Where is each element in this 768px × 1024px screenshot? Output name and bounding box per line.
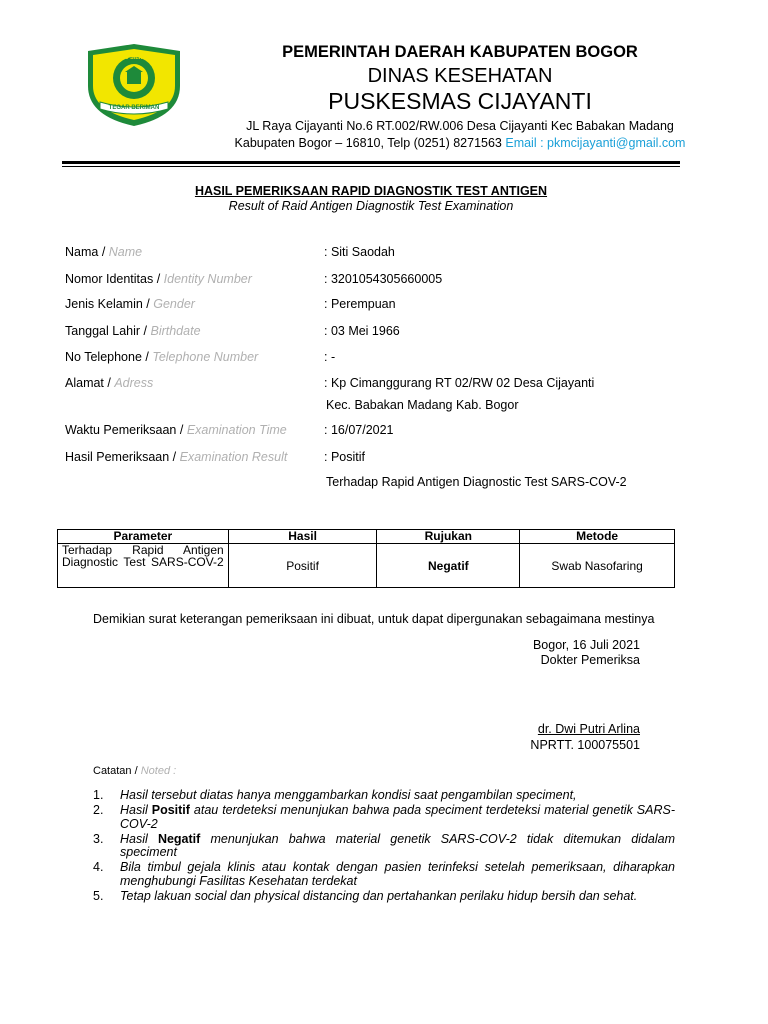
id-number-label: Nomor Identitas / Identity Number: [65, 272, 252, 286]
government-name: PEMERINTAH DAERAH KABUPATEN BOGOR: [282, 43, 638, 61]
notes-label: Catatan / Noted :: [93, 765, 177, 777]
list-item: 4. Bila timbul gejala klinis atau kontak dengan pasien terinfeksi setelah pemeriksaan, diharapkan menghubungi Fasilitas Kesehatan terdekat: [93, 860, 675, 888]
column-header: Parameter: [58, 530, 229, 544]
column-header: Rujukan: [377, 530, 520, 544]
exam-time-label: Waktu Pemeriksaan / Examination Time: [65, 423, 287, 437]
doctor-name: dr. Dwi Putri Arlina: [537, 722, 640, 736]
address-line-2: [200, 136, 720, 150]
examiner-title: Dokter Pemeriksa: [540, 653, 640, 667]
gender-value: : Perempuan: [324, 297, 396, 311]
table-row: [58, 544, 675, 588]
address-text: Kabupaten Bogor – 16810, Telp (0251) 8271563: [234, 136, 506, 150]
birthdate-value: : 03 Mei 1966: [324, 324, 400, 338]
name-label: Nama / Name: [65, 245, 143, 259]
notes-list: [93, 789, 675, 905]
logo-motto-text: TEGAR BERIMAN: [108, 105, 160, 111]
exam-result-value-line-2: Terhadap Rapid Antigen Diagnostic Test SARS-COV-2: [326, 475, 627, 489]
exam-result-value: : Positif: [324, 450, 365, 464]
address-value: : Kp Cimanggurang RT 02/RW 02 Desa Cijayanti: [324, 376, 595, 390]
id-number-value: : 3201054305660005: [324, 272, 443, 286]
closing-statement: Demikian surat keterangan pemeriksaan ini dibuat, untuk dapat dipergunakan sebagaimana mestinya: [93, 612, 655, 626]
document-subtitle: Result of Raid Antigen Diagnostik Test Examination: [228, 199, 514, 213]
document-title: HASIL PEMERIKSAAN RAPID DIAGNOSTIK TEST ANTIGEN: [194, 184, 548, 198]
gender-label: Jenis Kelamin / Gender: [65, 297, 195, 311]
address-line-1: JL Raya Cijayanti No.6 RT.002/RW.006 Desa Cijayanti Kec Babakan Madang: [246, 119, 674, 133]
column-header: Hasil: [228, 530, 377, 544]
phone-label: No Telephone / Telephone Number: [65, 350, 259, 364]
bogor-regency-crest-icon: [84, 42, 184, 128]
place-date: Bogor, 16 Juli 2021: [532, 638, 640, 652]
result-cell: Positif: [228, 544, 377, 588]
exam-result-label: Hasil Pemeriksaan / Examination Result: [65, 450, 288, 464]
address-value-line-2: Kec. Babakan Madang Kab. Bogor: [326, 398, 519, 412]
list-item: 3. Hasil Negatif menunjukan bahwa material genetik SARS-COV-2 tidak ditemukan didalam speciment: [93, 831, 675, 859]
clinic-name: PUSKESMAS CIJAYANTI: [328, 88, 592, 114]
email-link[interactable]: Email : pkmcijayanti@gmail.com: [505, 136, 686, 150]
results-table: [57, 529, 675, 588]
exam-time-value: : 16/07/2021: [324, 423, 394, 437]
name-value: : Siti Saodah: [324, 245, 395, 259]
parameter-cell: Terhadap Rapid Antigen Diagnostic Test SARS-COV-2: [58, 544, 229, 588]
doctor-id: NPRTT. 100075501: [530, 738, 640, 752]
address-label: Alamat / Adress: [65, 376, 154, 390]
letterhead-divider: [62, 161, 680, 164]
logo-top-text: PRABU SILIWANGI: [109, 55, 159, 61]
birthdate-label: Tanggal Lahir / Birthdate: [65, 324, 201, 338]
agency-name: DINAS KESEHATAN: [367, 65, 553, 87]
reference-cell: Negatif: [377, 544, 520, 588]
letterhead-divider-thin: [62, 166, 680, 167]
phone-value: : -: [324, 350, 336, 364]
table-header-row: [58, 530, 675, 544]
list-item: 1. Hasil tersebut diatas hanya menggambarkan kondisi saat pengambilan speciment,: [93, 788, 577, 802]
list-item: 2. Hasil Positif atau terdeteksi menunjukan bahwa pada speciment terdeteksi material genetik SARS-COV-2: [93, 803, 675, 831]
column-header: Metode: [520, 530, 675, 544]
method-cell: Swab Nasofaring: [520, 544, 675, 588]
list-item: 5. Tetap lakuan social dan physical distancing dan pertahankan perilaku hidup bersih dan sehat.: [93, 888, 638, 903]
